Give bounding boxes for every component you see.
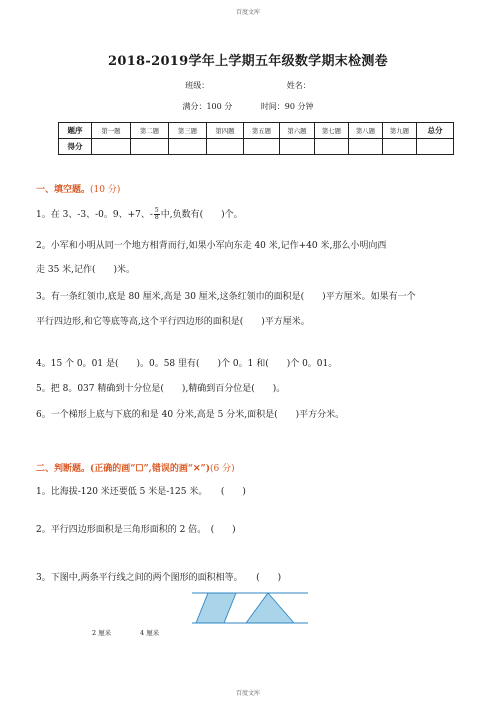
- total-score-label: 满分：100 分: [182, 102, 233, 111]
- score-cell: [280, 139, 315, 155]
- col-header-cell: 第九题: [383, 123, 417, 139]
- section-1-heading: [36, 182, 120, 195]
- question-6: 6。一个梯形上底与下底的和是 40 分米,高是 5 分米,面积是( )平方分米。: [36, 410, 345, 420]
- judgement-2: 2。平行四边形面积是三角形面积的 2 倍。 ( ): [36, 525, 236, 535]
- question-5: 5。把 8。037 精确到十分位是( ),精确到百分位是( )。: [36, 384, 286, 394]
- fraction-denominator: 8: [154, 214, 159, 221]
- col-header-cell: 第三题: [169, 123, 207, 139]
- page-header: 百度文库: [235, 9, 260, 16]
- col-header-cell: 第四题: [207, 123, 244, 139]
- section-2-points: (6 分): [209, 464, 235, 474]
- row-header-cell: 题序: [59, 123, 92, 139]
- name-label: 姓名：: [286, 81, 311, 90]
- score-cell: [315, 139, 349, 155]
- triangle-shape: [246, 593, 294, 623]
- col-header-cell: 第七题: [315, 123, 349, 139]
- question-3-line-1: 3。有一条红领巾,底是 80 厘米,高是 30 厘米,这条红领巾的面积是( )平方厘米。如果有一个: [36, 292, 416, 302]
- fraction-numerator: 5: [154, 207, 159, 214]
- question-2-line-1: 2。小军和小明从同一个地方相背而行,如果小军向东走 40 米,记作+40 米,那么小明向西: [36, 241, 387, 251]
- score-cell: [131, 139, 169, 155]
- score-cell: [349, 139, 383, 155]
- col-header-cell: 第二题: [131, 123, 169, 139]
- judgement-1: 1。比海拔-120 米还要低 5 米是-125 米。 ( ): [36, 487, 246, 497]
- parallelogram-shape: [196, 593, 236, 623]
- score-cell: [207, 139, 244, 155]
- score-cell: [92, 139, 131, 155]
- section-2-heading: [36, 461, 235, 474]
- score-row-header-cell: 得分: [59, 139, 92, 155]
- page-footer: 百度文库: [235, 690, 260, 697]
- total-header-cell: 总分: [417, 123, 454, 139]
- question-4: 4。15 个 0。01 是( )。0。58 里有( )个 0。1 和( )个 0。01。: [36, 359, 338, 369]
- question-1: [36, 208, 243, 221]
- score-table-score-row: [59, 139, 454, 155]
- time-label: 时间：90 分钟: [260, 102, 314, 111]
- exam-info-line: [0, 101, 496, 112]
- class-label: 班级：: [185, 81, 210, 90]
- section-1-title: 一、填空题。: [36, 185, 91, 195]
- question-1-text-after: 中,负数有( )个。: [160, 210, 243, 220]
- question-3-line-2: 平行四边形,和它等底等高,这个平行四边形的面积是( )平方厘米。: [36, 317, 310, 327]
- col-header-cell: 第六题: [280, 123, 315, 139]
- score-table-header-row: [59, 123, 454, 139]
- parallel-lines-figure: [192, 591, 308, 627]
- judgement-3: 3。下图中,两条平行线之间的两个图形的面积相等。 ( ): [36, 573, 282, 583]
- score-cell: [244, 139, 280, 155]
- score-cell: [417, 139, 454, 155]
- col-header-cell: 第一题: [92, 123, 131, 139]
- question-1-text-before: 1。在 3、-3、-0。9、+7、-: [36, 210, 153, 220]
- student-info-line: [0, 80, 496, 91]
- score-table: [58, 122, 454, 155]
- document-title: 2018-2019学年上学期五年级数学期末检测卷: [108, 54, 388, 69]
- fraction: [154, 208, 160, 221]
- figure-label-right: 4 厘米: [140, 629, 160, 637]
- question-2-line-2: 走 35 米,记作( )米。: [36, 265, 136, 275]
- figure-label-left: 2 厘米: [92, 629, 112, 637]
- score-cell: [169, 139, 207, 155]
- col-header-cell: 第八题: [349, 123, 383, 139]
- score-cell: [383, 139, 417, 155]
- section-1-points: (10 分): [90, 185, 121, 195]
- section-2-title: 二、判断题。(正确的画“☐”,错误的画“✕”): [36, 464, 210, 474]
- col-header-cell: 第五题: [244, 123, 280, 139]
